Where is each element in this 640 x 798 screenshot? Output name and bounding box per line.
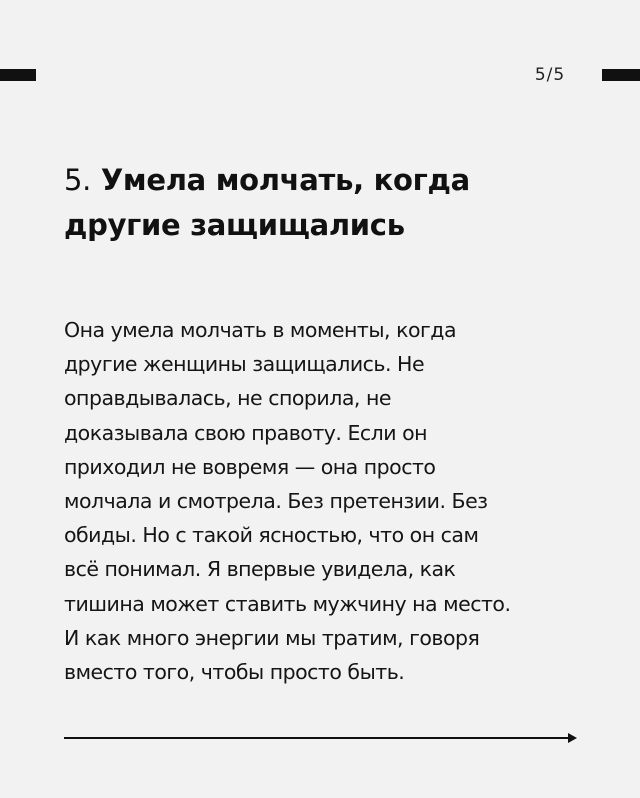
slide-title: [64, 158, 584, 248]
arrow-head: [568, 733, 577, 743]
right-accent-bar: [602, 69, 640, 81]
slide-headline: Умела молчать, когда другие защищались: [64, 163, 470, 242]
slide-number: 5.: [64, 163, 92, 197]
page-counter: 5/5: [534, 65, 566, 85]
arrow-line: [64, 737, 570, 739]
left-accent-bar: [0, 69, 36, 81]
slide-body-text: Она умела молчать в моменты, когда другие женщины защищались. Не оправдывалась, не спорила, не доказывала свою правоту. Если он приходил не вовремя — она просто молчала и смотрела. Без претензии. Без обиды. Но с такой ясностью, что он сам всё понимал. Я впервые увидела, как тишина может ставить мужчину на место. И как много энергии мы тратим, говоря вместо того, чтобы просто быть.: [64, 318, 511, 685]
